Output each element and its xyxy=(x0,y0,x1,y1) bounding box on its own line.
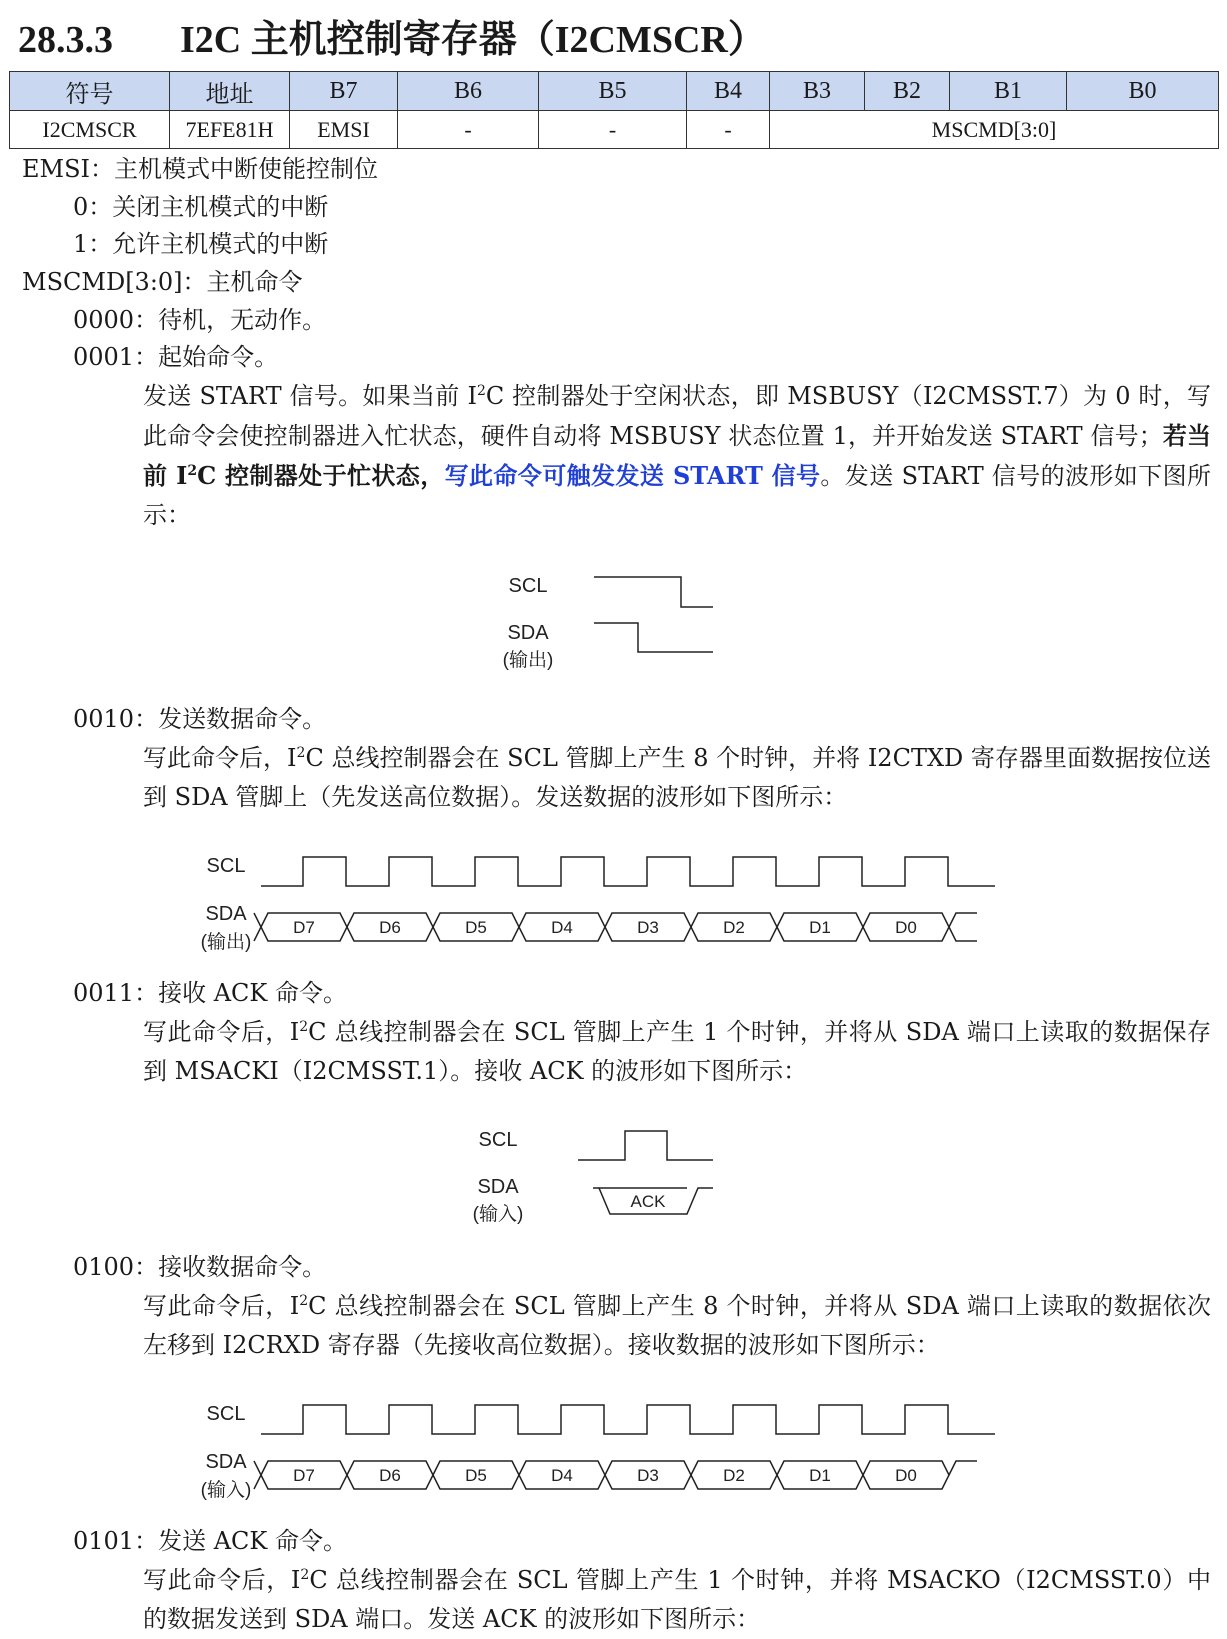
sda-bit-cell xyxy=(261,1461,347,1489)
scl-clock-trace xyxy=(261,1405,995,1434)
superscript: 2 xyxy=(299,1293,309,1309)
sda-bit-label: D5 xyxy=(465,1466,487,1485)
scl-trace xyxy=(594,577,713,607)
sda-bit-cell xyxy=(863,913,949,941)
sda-bit-label: D2 xyxy=(723,918,745,937)
sda-bit-cell xyxy=(691,913,777,941)
cmd-0100-description xyxy=(143,1287,1211,1365)
receive-ack-waveform xyxy=(460,1119,740,1234)
header-cell: B7 xyxy=(290,72,398,111)
text-run: C 控制器处于空闲状态，即 MSBUSY（I2CMSST.7）为 0 时，写此命令会使控制器进入忙状态，硬件自动将 MSBUSY 状态位置 1，并开始发送 START 信号； xyxy=(143,382,1211,450)
cmd-0101-description xyxy=(143,1561,1211,1639)
emsi-label: EMSI：主机模式中断使能控制位 xyxy=(22,155,379,183)
send-data-waveform xyxy=(188,845,1048,960)
bold-run: C 控制器处于忙状态， xyxy=(197,461,445,490)
header-cell: B0 xyxy=(1067,72,1219,111)
sda-bit-cell xyxy=(863,1461,949,1489)
sda-direction-label: (输出) xyxy=(200,932,252,953)
emsi-option-1: 1：允许主机模式的中断 xyxy=(73,230,329,258)
sda-bit-label: D6 xyxy=(379,918,401,937)
sda-bit-label: D4 xyxy=(551,1466,573,1485)
sda-label: SDA xyxy=(507,622,549,644)
sda-bit-label: D5 xyxy=(465,918,487,937)
sda-bit-cell xyxy=(777,1461,863,1489)
sda-bit-label: D1 xyxy=(809,918,831,937)
sda-bit-cell xyxy=(433,1461,519,1489)
cell-b4: - xyxy=(687,111,770,149)
cell-symbol: I2CMSCR xyxy=(10,111,170,149)
text-run: C 总线控制器会在 SCL 管脚上产生 8 个时钟，并将从 SDA 端口上读取的数据依次左移到 I2CRXD 寄存器（先接收高位数据）。接收数据的波形如下图所示： xyxy=(143,1292,1211,1359)
sda-trace xyxy=(594,623,713,652)
sda-bit-label: D7 xyxy=(293,1466,315,1485)
header-cell: B6 xyxy=(398,72,539,111)
cmd-0010-description xyxy=(143,739,1211,817)
sda-lead-in xyxy=(254,913,261,941)
highlight-run: 写此命令可触发发送 START 信号 xyxy=(444,461,821,490)
receive-data-waveform xyxy=(188,1393,1048,1508)
sda-bit-cell xyxy=(261,913,347,941)
sda-bit-label: D2 xyxy=(723,1466,745,1485)
sda-bit-cell xyxy=(605,1461,691,1489)
sda-tail-top xyxy=(949,913,977,927)
scl-label: SCL xyxy=(206,1403,246,1425)
text-run: C 总线控制器会在 SCL 管脚上产生 8 个时钟，并将 I2CTXD 寄存器里面数据按位送到 SDA 管脚上（先发送高位数据）。发送数据的波形如下图所示： xyxy=(143,744,1211,811)
sda-bit-cell xyxy=(777,913,863,941)
sda-bit-cell xyxy=(433,913,519,941)
header-cell: B2 xyxy=(865,72,950,111)
scl-label: SCL xyxy=(206,855,246,877)
header-cell: 符号 xyxy=(10,72,170,111)
cmd-0001-label: 0001：起始命令。 xyxy=(73,343,279,371)
header-cell: B3 xyxy=(770,72,865,111)
sda-bit-label: D4 xyxy=(551,918,573,937)
sda-label: SDA xyxy=(205,903,247,925)
superscript: 2 xyxy=(476,383,486,399)
sda-direction-label: (输入) xyxy=(200,1480,252,1501)
mscmd-label: MSCMD[3:0]：主机命令 xyxy=(22,268,303,296)
text-run: 写此命令后，I xyxy=(143,744,297,772)
ack-bit-label: ACK xyxy=(630,1192,666,1211)
sda-bit-cell xyxy=(519,1461,605,1489)
cell-address: 7EFE81H xyxy=(170,111,290,149)
register-table-header xyxy=(10,72,1219,111)
cell-b6: - xyxy=(398,111,539,149)
sda-bit-label: D0 xyxy=(895,918,917,937)
cell-b7: EMSI xyxy=(290,111,398,149)
sda-lead-in xyxy=(254,1461,261,1489)
text-run: 写此命令后，I xyxy=(143,1566,301,1594)
sda-direction-label: (输出) xyxy=(502,650,554,671)
superscript: 2 xyxy=(300,1567,310,1583)
text-run: C 总线控制器会在 SCL 管脚上产生 1 个时钟，并将 MSACKO（I2CMSST.0）中的数据发送到 SDA 端口。发送 ACK 的波形如下图所示： xyxy=(143,1566,1211,1633)
header-cell: B1 xyxy=(950,72,1067,111)
header-cell: B5 xyxy=(539,72,687,111)
bold-run: 若当前 I xyxy=(143,421,1212,490)
cmd-0000-label: 0000：待机，无动作。 xyxy=(73,306,327,334)
sda-tail-bottom xyxy=(949,927,977,941)
superscript: 2 xyxy=(296,745,306,761)
cmd-0011-description xyxy=(143,1013,1211,1091)
cell-b5: - xyxy=(539,111,687,149)
scl-trace xyxy=(578,1131,713,1160)
start-waveform xyxy=(490,565,730,680)
sda-bit-label: D6 xyxy=(379,1466,401,1485)
header-cell: 地址 xyxy=(170,72,290,111)
superscript: 2 xyxy=(187,463,198,479)
sda-direction-label: (输入) xyxy=(472,1204,524,1225)
cell-b3-b0: MSCMD[3:0] xyxy=(770,111,1219,149)
sda-bit-cell xyxy=(691,1461,777,1489)
sda-bit-label: D1 xyxy=(809,1466,831,1485)
sda-bit-cell xyxy=(347,1461,433,1489)
scl-label: SCL xyxy=(508,575,548,597)
cmd-0100-label: 0100：接收数据命令。 xyxy=(73,1253,327,1281)
cmd-0010-label: 0010：发送数据命令。 xyxy=(73,705,327,733)
sda-bit-label: D3 xyxy=(637,1466,659,1485)
sda-label: SDA xyxy=(477,1176,519,1198)
text-run: C 总线控制器会在 SCL 管脚上产生 1 个时钟，并将从 SDA 端口上读取的数据保存到 MSACKI（I2CMSST.1）。接收 ACK 的波形如下图所示： xyxy=(143,1018,1211,1085)
cmd-0101-label: 0101：发送 ACK 命令。 xyxy=(73,1527,347,1555)
cmd-0011-label: 0011：接收 ACK 命令。 xyxy=(73,979,347,1007)
superscript: 2 xyxy=(299,1019,309,1035)
header-cell: B4 xyxy=(687,72,770,111)
sda-bit-cell xyxy=(605,913,691,941)
sda-bit-cell xyxy=(519,913,605,941)
scl-label: SCL xyxy=(478,1129,518,1151)
cmd-0001-description xyxy=(143,377,1211,535)
sda-bit-cell xyxy=(347,913,433,941)
section-title: I2C 主机控制寄存器（I2CMSCR） xyxy=(180,19,766,61)
register-table-row xyxy=(10,111,1219,149)
register-table xyxy=(9,71,1219,149)
sda-bit-label: D7 xyxy=(293,918,315,937)
sda-tail-top xyxy=(949,1461,977,1475)
sda-bit-label: D3 xyxy=(637,918,659,937)
text-run: 发送 START 信号。如果当前 I xyxy=(143,382,477,410)
text-run: 写此命令后，I xyxy=(143,1018,300,1046)
sda-bit-label: D0 xyxy=(895,1466,917,1485)
sda-label: SDA xyxy=(205,1451,247,1473)
scl-clock-trace xyxy=(261,857,995,886)
text-run: 写此命令后，I xyxy=(143,1292,300,1320)
emsi-option-0: 0：关闭主机模式的中断 xyxy=(73,193,329,221)
section-heading xyxy=(18,8,766,63)
text-run: 。发送 START 信号的波形如下图所示： xyxy=(143,462,1211,529)
section-number: 28.3.3 xyxy=(18,19,113,61)
